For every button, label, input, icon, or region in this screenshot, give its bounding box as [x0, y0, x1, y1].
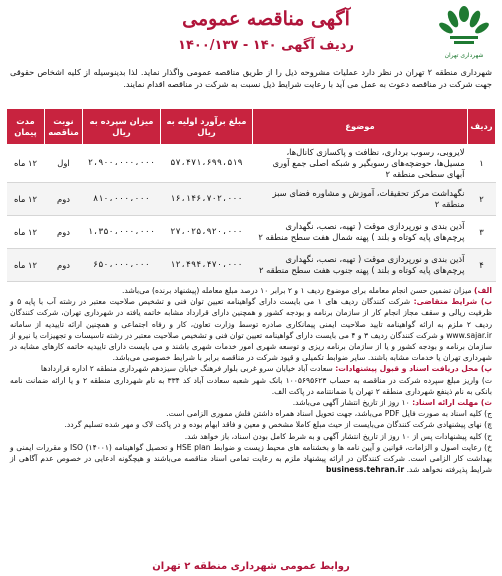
cell-deposit: ۲،۹۰۰،۰۰۰،۰۰۰: [83, 145, 161, 183]
conditions-section: [6, 282, 496, 475]
tender-table: [6, 108, 496, 282]
cell-row: ۱: [468, 145, 496, 183]
cell-subject: لایروبی، رسوب برداری، نظافت و پاکسازی کانال‌ها، مسیل‌ها، حوضچه‌های رسوبگیر و شبکه اصلی جمع آوری آبهای سطحی منطقه ۲: [253, 145, 468, 183]
table-row: [7, 145, 496, 183]
note-be: [10, 296, 492, 363]
note-kh1: ج) کلیه اسناد به صورت فایل PDF می‌باشد، جهت تحویل اسناد همراه داشتن فلش مموری الزامی است.: [166, 409, 492, 419]
col-header-duration: مدت پیمان: [7, 109, 45, 145]
note-kh4-text: خ) رعایت اصول و الزامات، قوانین و آیین نامه ها و بخشنامه های محیط زیست و ضوابط HSE plan و تحصیل گواهینامه ISO (۱۴۰۰۱) و مقررات ایمنی و بهداشت کار الزامی است. شرکت کنندگان در ارائه پیشنهاد ملزم به رعایت تمامی اسناد مناقصه می‌باشند و هیچگونه ادعایی در خصوص عدم آگاهی از شرایط پذیرفته نخواهد شد.: [10, 442, 493, 475]
note-pe: [10, 363, 492, 374]
website-link[interactable]: business.tehran.ir: [326, 465, 405, 475]
col-header-estimate: مبلغ برآورد اولیه به ریال: [161, 109, 253, 145]
cell-subject: نگهداشت مرکز تحقیقات، آموزش و مشاوره فضای سبز منطقه ۲: [253, 183, 468, 216]
cell-duration: ۱۲ ماه: [7, 216, 45, 249]
cell-estimate: ۱۲،۴۹۴،۴۷۰،۰۰۰: [161, 249, 253, 282]
note-kh2: چ) نهای پیشنهادی شرکت کنندگان می‌بایست از حیث مبلغ کاملا مشخص و معین و فاقد ابهام بوده و در پاکت لاک و مهر شده تسلیم گردد.: [64, 420, 492, 430]
note-se-text: ۱۰ روز از تاریخ انتشار آگهی می‌باشد.: [292, 398, 410, 408]
cell-deposit: ۶۵۰،۰۰۰،۰۰۰: [83, 249, 161, 282]
col-header-subject: موضوع: [253, 109, 468, 145]
note-be-label: ب) شرایط متقاضی:: [413, 297, 492, 307]
note-te: ت) واریز مبلغ سپرده شرکت در مناقصه به حساب ۱۰۰۵۶۹۵۶۲۳ بانک شهر شعبه سعادت آباد کد ۳۳۴ به نام شهرداری منطقه ۲ و یا ارائه ضمانت نامه بانکی به نام ذینفع شهرداری منطقه ۲ تهران یا ضمانتنامه در پاکت الف.: [10, 375, 492, 396]
cell-estimate: ۵۷،۴۷۱،۶۹۹،۵۱۹: [161, 145, 253, 183]
cell-duration: ۱۲ ماه: [7, 249, 45, 282]
cell-estimate: ۱۶،۱۴۶،۷۰۲،۰۰۰: [161, 183, 253, 216]
cell-round: دوم: [45, 249, 83, 282]
cell-estimate: ۲۷،۰۲۵،۹۲۰،۰۰۰: [161, 216, 253, 249]
cell-round: دوم: [45, 216, 83, 249]
table-row: [7, 183, 496, 216]
cell-subject: آذین بندی و نورپردازی موقت ( تهیه، نصب، نگهداری پرچم‌های پایه کوتاه و بلند ) پهنه جنوب هفت سطح منطقه ۲: [253, 249, 468, 282]
logo-caption: شهرداری تهران: [444, 52, 484, 59]
public-relations-footer: روابط عمومی شهرداری منطقه ۲ تهران: [152, 561, 350, 572]
note-alef-label: الف): [474, 286, 492, 295]
cell-round: اول: [45, 145, 83, 183]
cell-row: ۴: [468, 249, 496, 282]
col-header-round: نوبت مناقصه: [45, 109, 83, 145]
cell-deposit: ۸۱۰،۰۰۰،۰۰۰: [83, 183, 161, 216]
col-header-row: ردیف: [468, 109, 496, 145]
table-row: [7, 249, 496, 282]
col-header-deposit: میزان سپرده به ریال: [83, 109, 161, 145]
cell-row: ۲: [468, 183, 496, 216]
notice-header: [6, 4, 496, 66]
cell-deposit: ۱،۳۵۰،۰۰۰،۰۰۰: [83, 216, 161, 249]
cell-subject: آذین بندی و نورپردازی موقت ( تهیه، نصب، نگهداری پرچم‌های پایه کوتاه و بلند ) پهنه شمال هفت سطح منطقه ۲: [253, 216, 468, 249]
note-pe-label: پ) محل دریافت اسناد و قبول پیشنهادات:: [335, 364, 492, 374]
notice-subtitle: ردیف آگهی ۱۴۰ - ۱۴۰۰/۱۳۷: [178, 38, 354, 53]
table-header-row: [7, 109, 496, 145]
note-kh3: ح) کلیه پیشنهادات پس از ۱۰ روز از تاریخ انتشار آگهی و به شرط کامل بودن اسناد، باز خواهد شد.: [184, 431, 492, 441]
cell-round: دوم: [45, 183, 83, 216]
note-se: [10, 397, 492, 408]
cell-row: ۳: [468, 216, 496, 249]
note-alef: [10, 285, 492, 296]
note-alef-text: میزان تضمین حسن انجام معامله برای موضوع ردیف ۱ و ۲ برابر ۱۰ درصد مبلغ معامله (پیشنهاد برنده) می‌باشد.: [121, 286, 472, 295]
table-row: [7, 216, 496, 249]
notice-title: آگهی مناقصه عمومی: [182, 8, 350, 30]
note-kh4: [10, 442, 492, 476]
note-se-label: ث) مهلت ارائه اسناد:: [412, 398, 492, 408]
cell-duration: ۱۲ ماه: [7, 145, 45, 183]
note-be-text: شرکت کنندگان ردیف های ۱ می بایست دارای گواهینامه تعیین توان فنی و تشخیص صلاحیت معتبر در رشته آب با پایه ۵ و ظرفیت ریالی و سقف مجاز انجام کار از سازمان برنامه و بودجه کشور و همچنین دارای قرارداد مشابه خاتمه یافته در شهرداری تهران، شرکت کنندگان ردیف ۲ ملزم به ارائه گواهینامه تایید صلاحیت ایمنی پیمانکاری صادره توسط وزارت تعاون، کار و رفاه اجتماعی و همچنین ارائه تاییدیه از سامانه www.sajar.ir و شرکت کنندگان ردیف ۳ و ۴ می بایست دارای گواهینامه تعیین توان فنی و تشخیص صلاحیت معتبر در رشته تاسیسات و تجهیزات یا نیرو از سازمان برنامه و بودجه کشور و یا از سازمان برنامه ریزی و توسعه شهری امور خدمات شهری باشند و می بایست دارای تاییدیه خاتمه کارهای مشابه در شهرداری تهران یا خدمات مشابه باشند. سایر ضوابط تکمیلی و قیود شرکت در مناقصه برابر با شرایط خصوصی می‌باشد.: [10, 297, 492, 363]
note-pe-text: سعادت آباد خیابان سرو غربی بلوار فرهنگ خیابان سیزدهم شهرداری منطقه ۲ اداره قراردادها: [40, 364, 333, 374]
intro-paragraph: شهرداری منطقه ۲ تهران در نظر دارد عملیات مشروحه ذیل را از طریق مناقصه عمومی واگذار نماید. لذا بدینوسیله از کلیه اشخاص حقوقی جهت شرکت در مناقصه دعوت به عمل می آید با رعایت شرایط ذیل نسبت به شرکت در مناقصه اقدام نمایند.: [10, 67, 492, 89]
cell-duration: ۱۲ ماه: [7, 183, 45, 216]
